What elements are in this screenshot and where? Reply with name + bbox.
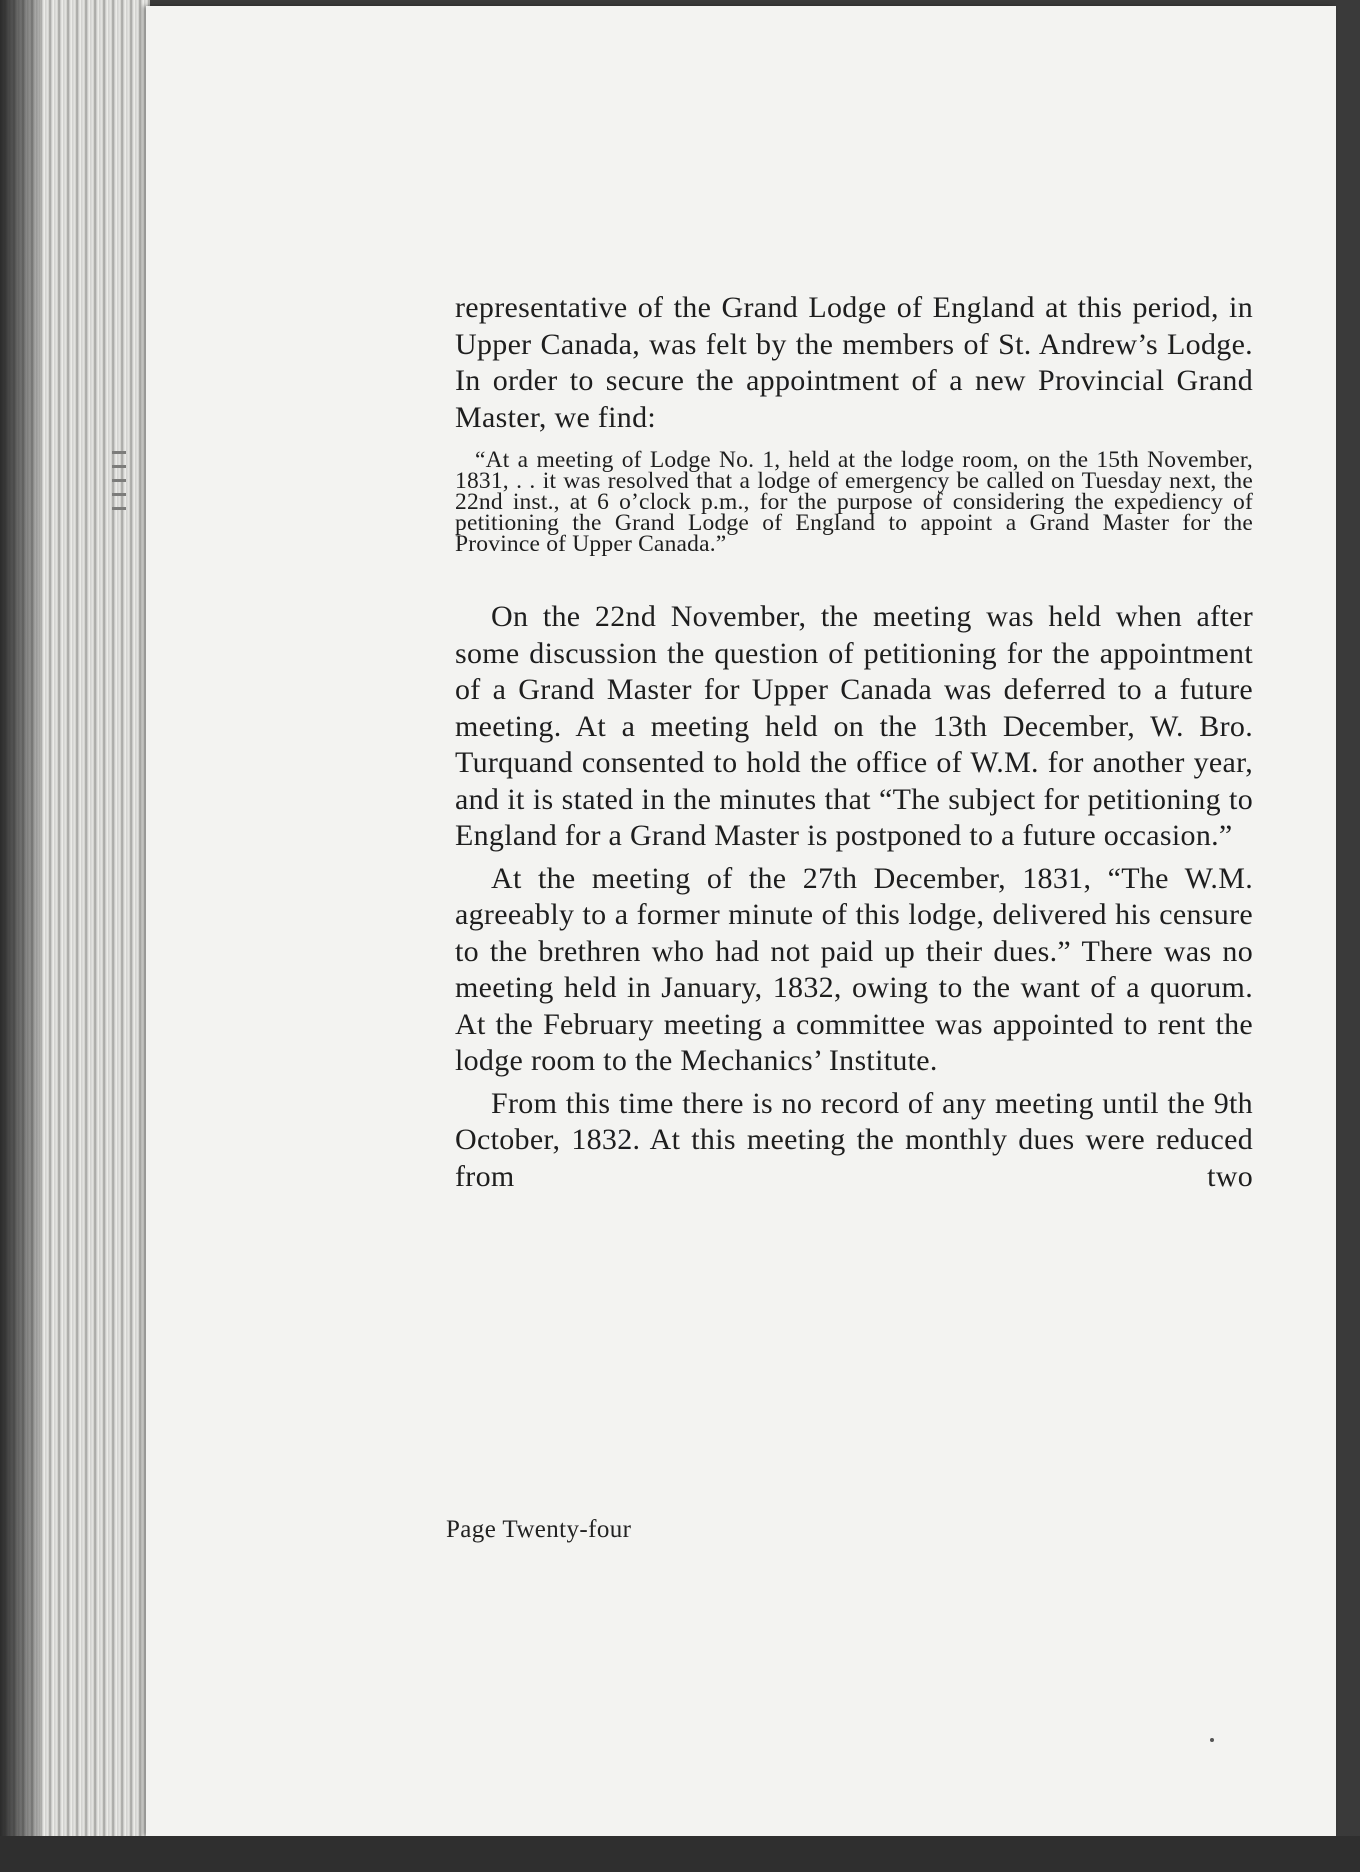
paragraph-1: representative of the Grand Lodge of England at this period, in Upper Canada, was felt by the members of St. Andrew’s Lodge. In order to secure the appointment of a new Provincial Grand Master, we find: — [455, 291, 1253, 434]
block-quote — [455, 447, 1253, 557]
paragraph-4: From this time there is no record of any meeting until the 9th October, 1832. At this meeting the monthly dues were reduced from two — [455, 1086, 1253, 1193]
speck — [1210, 1738, 1214, 1742]
binding-shadow — [0, 0, 40, 1872]
paragraph-3: At the meeting of the 27th December, 1831, “The W.M. agreeably to a former minute of this lodge, delivered his censure to the brethren who had not paid up their dues.” There was no meeting held in January, 1832, owing to the want of a quorum. At the February meeting a committee was appointed to rent the lodge room to the Mechanics’ Institute. — [455, 861, 1253, 1077]
body-text — [455, 290, 1253, 1195]
quote-text: “At a meeting of Lodge No. 1, held at the lodge room, on the 15th November, 1831, . . it was resolved that a lodge of emergency be called on Tuesday next, the 22nd inst., at 6 o’clock p.m., for the purpose of considering the expediency of petitioning the Grand Lodge of England to appoint a Grand Master for the Province of Upper Canada.” — [455, 447, 1253, 557]
page-number: Page Twenty-four — [446, 1516, 632, 1543]
edge-marks — [112, 440, 134, 560]
paragraph-2: On the 22nd November, the meeting was held when after some discussion the question of petitioning for the appointment of a Grand Master for Upper Canada was deferred to a future meeting. At a meeting held on the 13th December, W. Bro. Turquand consented to hold the office of W.M. for another year, and it is stated in the minutes that “The subject for petitioning to England for a Grand Master is postponed to a future occasion.” — [455, 600, 1253, 852]
scan-bottom-border — [0, 1836, 1360, 1872]
